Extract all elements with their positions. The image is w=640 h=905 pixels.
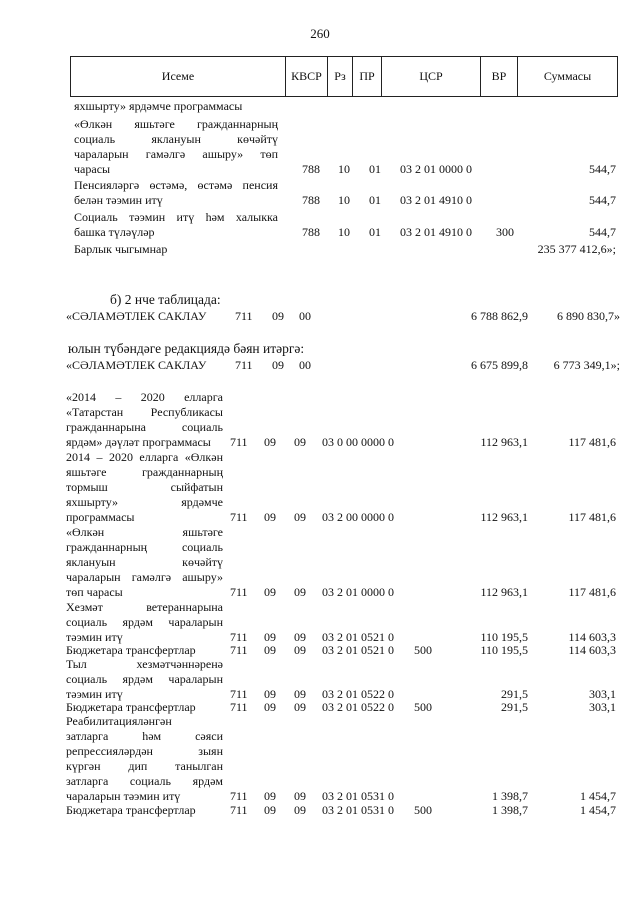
cell-rz: 10 bbox=[338, 225, 350, 239]
row-name: Пенсияләргә өстәмә, өстәмә пенсия bbox=[74, 178, 278, 192]
cell-sum1: 1 398,7 bbox=[492, 803, 528, 817]
cell-csr: 03 2 00 0000 0 bbox=[322, 510, 394, 524]
row-name: программасы bbox=[66, 510, 135, 524]
row-name: «Өлкән яшьтәге bbox=[66, 525, 223, 539]
cell-csr: 03 2 01 0522 0 bbox=[322, 700, 394, 714]
row-name: Бюджетара трансфертлар bbox=[66, 643, 196, 657]
section-c-sum2: 6 773 349,1»; bbox=[553, 358, 620, 372]
page-number: 260 bbox=[310, 26, 330, 41]
cell-rz: 09 bbox=[264, 803, 276, 817]
row-name: тормыш сыйфатын bbox=[66, 480, 223, 494]
cell-sum1: 110 195,5 bbox=[480, 630, 528, 644]
row-name: репрессияләрдән зыян bbox=[66, 744, 223, 758]
cell-kvsr: 711 bbox=[230, 643, 248, 657]
cell-rz: 09 bbox=[264, 643, 276, 657]
row-name: социаль яклануын көчәйтү bbox=[74, 132, 278, 146]
cell-vr: 500 bbox=[414, 643, 432, 657]
cell-sum: 544,7 bbox=[589, 193, 616, 207]
row-name: социаль ярдәм чараларын bbox=[66, 615, 223, 629]
row-name: Реабилитацияләнгән bbox=[66, 714, 172, 728]
section-b-sum1: 6 788 862,9 bbox=[471, 309, 528, 323]
cell-kvsr: 711 bbox=[230, 789, 248, 803]
cell-rz: 09 bbox=[264, 435, 276, 449]
row-name: гражданнарның социаль bbox=[66, 540, 223, 554]
header-csr: ЦСР bbox=[382, 57, 481, 97]
cell-pr: 09 bbox=[294, 700, 306, 714]
cell-vr: 300 bbox=[496, 225, 514, 239]
cell-sum2: 303,1 bbox=[589, 687, 616, 701]
cell-sum2: 114 603,3 bbox=[568, 643, 616, 657]
section-c-pr: 00 bbox=[299, 358, 311, 372]
cell-sum1: 291,5 bbox=[501, 687, 528, 701]
cell-kvsr: 711 bbox=[230, 630, 248, 644]
cell-sum1: 112 963,1 bbox=[480, 585, 528, 599]
cell-kvsr: 711 bbox=[230, 687, 248, 701]
row-name: «Татарстан Республикасы bbox=[66, 405, 223, 419]
cell-csr: 03 2 01 0000 0 bbox=[400, 162, 472, 176]
total-label: Барлык чыгымнар bbox=[74, 242, 168, 256]
cell-pr: 09 bbox=[294, 643, 306, 657]
cell-kvsr: 788 bbox=[302, 225, 320, 239]
cell-sum2: 1 454,7 bbox=[580, 789, 616, 803]
cell-sum2: 114 603,3 bbox=[568, 630, 616, 644]
header-vr: ВР bbox=[481, 57, 518, 97]
row-name: Социаль тәэмин итү һәм халыкка bbox=[74, 210, 278, 224]
cell-rz: 09 bbox=[264, 585, 276, 599]
row-name: «Өлкән яшьтәге гражданнарның bbox=[74, 117, 278, 131]
row-name: яхшырту» ярдәмче bbox=[66, 495, 223, 509]
cell-pr: 09 bbox=[294, 789, 306, 803]
row-name: яклануын көчәйтү bbox=[66, 555, 223, 569]
row-name: тәэмин итү bbox=[66, 687, 123, 701]
header-sum: Суммасы bbox=[518, 57, 618, 97]
cell-sum2: 303,1 bbox=[589, 700, 616, 714]
cell-pr: 09 bbox=[294, 630, 306, 644]
column-header-table bbox=[70, 56, 618, 97]
section-b-rz: 09 bbox=[272, 309, 284, 323]
row-name: чараларын гамәлгә ашыру» төп bbox=[74, 147, 278, 161]
cell-csr: 03 2 01 0521 0 bbox=[322, 630, 394, 644]
section-b-kvsr: 711 bbox=[235, 309, 253, 323]
cell-pr: 01 bbox=[369, 193, 381, 207]
row-name: чарасы bbox=[74, 162, 111, 176]
cell-rz: 09 bbox=[264, 630, 276, 644]
row-name: яшьтәге гражданнарның bbox=[66, 465, 223, 479]
cell-kvsr: 711 bbox=[230, 803, 248, 817]
cell-pr: 01 bbox=[369, 225, 381, 239]
cell-sum2: 117 481,6 bbox=[568, 510, 616, 524]
section-c-heading: юлын түбәндәге редакциядә бәян итәргә: bbox=[68, 341, 305, 356]
cell-rz: 10 bbox=[338, 162, 350, 176]
row-name: белән тәэмин итү bbox=[74, 193, 163, 207]
cell-pr: 09 bbox=[294, 803, 306, 817]
cell-kvsr: 711 bbox=[230, 700, 248, 714]
total-sum: 235 377 412,6»; bbox=[537, 242, 616, 256]
cell-kvsr: 711 bbox=[230, 510, 248, 524]
cell-sum: 544,7 bbox=[589, 225, 616, 239]
cell-rz: 09 bbox=[264, 687, 276, 701]
cell-csr: 03 2 01 4910 0 bbox=[400, 225, 472, 239]
cell-csr: 03 2 01 0521 0 bbox=[322, 643, 394, 657]
section-b-sum2: 6 890 830,7» bbox=[557, 309, 620, 323]
row-name: чараларын тәэмин итү bbox=[66, 789, 181, 803]
header-name: Исеме bbox=[71, 57, 286, 97]
cell-rz: 09 bbox=[264, 510, 276, 524]
cell-sum2: 117 481,6 bbox=[568, 585, 616, 599]
header-pr: ПР bbox=[353, 57, 382, 97]
cell-kvsr: 711 bbox=[230, 435, 248, 449]
cell-pr: 09 bbox=[294, 435, 306, 449]
section-c-sum1: 6 675 899,8 bbox=[471, 358, 528, 372]
section-b-pr: 00 bbox=[299, 309, 311, 323]
cell-sum1: 291,5 bbox=[501, 700, 528, 714]
cell-sum1: 112 963,1 bbox=[480, 435, 528, 449]
cell-sum2: 1 454,7 bbox=[580, 803, 616, 817]
cell-rz: 09 bbox=[264, 789, 276, 803]
cell-pr: 09 bbox=[294, 510, 306, 524]
row-name: Хезмәт ветераннарына bbox=[66, 600, 223, 614]
section-c-rz: 09 bbox=[272, 358, 284, 372]
cell-rz: 09 bbox=[264, 700, 276, 714]
cell-rz: 10 bbox=[338, 193, 350, 207]
section-b-name: «СӘЛАМӘТЛЕК САКЛАУ bbox=[66, 309, 207, 323]
row-name: Тыл хезмәтчәннәренә bbox=[66, 657, 223, 671]
row-name: башка түләүләр bbox=[74, 225, 155, 239]
row-name: төп чарасы bbox=[66, 585, 123, 599]
cell-csr: 03 2 01 0522 0 bbox=[322, 687, 394, 701]
cell-csr: 03 2 01 4910 0 bbox=[400, 193, 472, 207]
section-c-kvsr: 711 bbox=[235, 358, 253, 372]
cell-sum: 544,7 bbox=[589, 162, 616, 176]
row-name: гражданнарына социаль bbox=[66, 420, 223, 434]
cell-vr: 500 bbox=[414, 700, 432, 714]
row-name: социаль ярдәм чараларын bbox=[66, 672, 223, 686]
cell-csr: 03 2 01 0531 0 bbox=[322, 803, 394, 817]
cell-pr: 09 bbox=[294, 585, 306, 599]
cell-sum2: 117 481,6 bbox=[568, 435, 616, 449]
header-rz: Рз bbox=[328, 57, 353, 97]
cell-sum1: 112 963,1 bbox=[480, 510, 528, 524]
cell-csr: 03 2 01 0531 0 bbox=[322, 789, 394, 803]
row-name: күргән дип танылган bbox=[66, 759, 223, 773]
row-name: 2014 – 2020 елларга «Өлкән bbox=[66, 450, 223, 464]
cell-csr: 03 0 00 0000 0 bbox=[322, 435, 394, 449]
cell-pr: 09 bbox=[294, 687, 306, 701]
cell-csr: 03 2 01 0000 0 bbox=[322, 585, 394, 599]
cell-kvsr: 788 bbox=[302, 193, 320, 207]
row-name: тәэмин итү bbox=[66, 630, 123, 644]
continuation-line: яхшырту» ярдәмче программасы bbox=[74, 99, 243, 113]
section-b-heading: б) 2 нче таблицада: bbox=[110, 292, 221, 307]
row-name: затларга социаль ярдәм bbox=[66, 774, 223, 788]
row-name: Бюджетара трансфертлар bbox=[66, 700, 196, 714]
row-name: «2014 – 2020 елларга bbox=[66, 390, 223, 404]
cell-kvsr: 788 bbox=[302, 162, 320, 176]
row-name: Бюджетара трансфертлар bbox=[66, 803, 196, 817]
cell-pr: 01 bbox=[369, 162, 381, 176]
row-name: чараларын гамәлгә ашыру» bbox=[66, 570, 223, 584]
row-name: затларга һәм сәяси bbox=[66, 729, 223, 743]
cell-kvsr: 711 bbox=[230, 585, 248, 599]
cell-vr: 500 bbox=[414, 803, 432, 817]
cell-sum1: 110 195,5 bbox=[480, 643, 528, 657]
section-c-name: «СӘЛАМӘТЛЕК САКЛАУ bbox=[66, 358, 207, 372]
header-kvsr: КВСР bbox=[286, 57, 328, 97]
row-name: ярдәм» дәүләт программасы bbox=[66, 435, 211, 449]
cell-sum1: 1 398,7 bbox=[492, 789, 528, 803]
